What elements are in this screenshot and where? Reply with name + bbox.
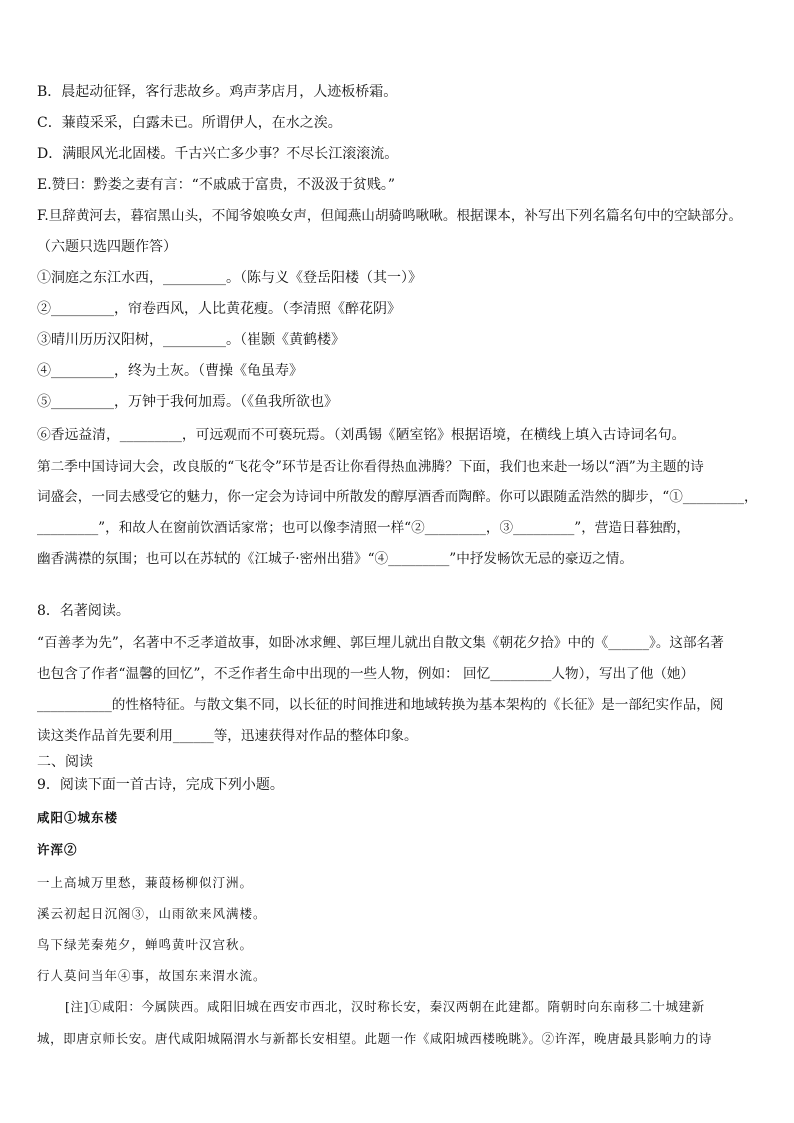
- q7-item: ⑤_________，万钟于我何加焉。（《鱼我所欲也》: [37, 394, 338, 410]
- q7-paragraph-line: 幽香满襟的氛围；也可以在苏轼的《江城子·密州出猎》“④_________”中抒发畅饮无忌的豪迈之情。: [37, 551, 633, 567]
- section-heading: 二、阅读: [37, 754, 93, 770]
- q7-item: ⑥香远益清，_________，可远观而不可亵玩焉。（刘禹锡《陋室铭》根据语境，在横线上填入古诗词名句。: [37, 427, 686, 443]
- q7-item: ①洞庭之东江水西，_________。（陈与义《登岳阳楼（其一）》: [37, 270, 422, 286]
- q7-paragraph-line: 词盛会，一同去感受它的魅力，你一定会为诗词中所散发的醇厚酒香而陶醉。你可以跟随孟浩然的脚步，“①_________，: [37, 489, 758, 505]
- q8-title: 8．名著阅读。: [37, 603, 130, 619]
- poem-line: 鸟下绿芜秦苑夕，蝉鸣黄叶汉宫秋。: [37, 937, 254, 952]
- option-f: F.旦辞黄河去，暮宿黑山头，不闻爷娘唤女声，但闻燕山胡骑鸣啾啾。根据课本，补写出下列名篇名句中的空缺部分。: [37, 208, 742, 224]
- q8-line: “百善孝为先”，名著中不乏孝道故事，如卧冰求鲤、郭巨埋儿就出自散文集《朝花夕拾》中的《______》。这部名著: [37, 635, 724, 651]
- q7-paragraph-line: 第二季中国诗词大会，改良版的“飞花令”环节是否让你看得热血沸腾？下面，我们也来赴一场以“酒”为主题的诗: [37, 459, 704, 475]
- q9-title: 9．阅读下面一首古诗，完成下列小题。: [37, 777, 284, 793]
- poem-note: [注]①咸阳：今属陕西。咸阳旧城在西安市西北，汉时称长安，秦汉两朝在此建都。隋朝时向东南移二十城建新: [65, 999, 705, 1014]
- q8-line: ___________的性格特征。与散文集不同，以长征的时间推进和地域转换为基本架构的《长征》是一部纪实作品，阅: [37, 697, 724, 713]
- q7-item: ②_________，帘卷西风，人比黄花瘦。（李清照《醉花阴》: [37, 301, 401, 317]
- q8-line: 读这类作品首先要利用______等，迅速获得对作品的整体印象。: [37, 728, 418, 744]
- option-d: D．满眼风光北固楼。千古兴亡多少事？不尽长江滚滚流。: [37, 146, 399, 162]
- poem-author: 许浑②: [37, 842, 78, 857]
- q7-item: ④_________，终为土灰。（曹操《龟虽寿》: [37, 363, 303, 379]
- option-e: E.赞曰：黔娄之妻有言：“不戚戚于富贵，不汲汲于贫贱。”: [37, 177, 395, 193]
- q8-line: 也包含了作者“温馨的回忆”，不乏作者生命中出现的一些人物，例如： 回忆_________人物），写出了他（她）: [37, 666, 695, 682]
- q7-paragraph-line: _________”，和故人在窗前饮酒话家常；也可以像李清照一样“②_________，③_________”，营造日暮独酌，: [37, 520, 690, 536]
- option-b: B．晨起动征铎，客行悲故乡。鸡声茅店月，人迹板桥霜。: [37, 84, 398, 100]
- poem-note: 城，即唐京师长安。唐代咸阳城隔渭水与新都长安相望。此题一作《咸阳城西楼晚眺》。②许浑，晚唐最具影响力的诗: [37, 1031, 712, 1046]
- poem-title: 咸阳①城东楼: [37, 810, 119, 825]
- poem-line: 一上高城万里愁，蒹葭杨柳似汀洲。: [37, 875, 254, 890]
- poem-line: 行人莫问当年④事，故国东来渭水流。: [37, 968, 267, 983]
- option-c: C．蒹葭采采，白露未已。所谓伊人，在水之涘。: [37, 115, 342, 131]
- q7-item: ③晴川历历汉阳树，_________。（崔颢《黄鹤楼》: [37, 332, 345, 348]
- q7-note: （六题只选四题作答）: [37, 239, 177, 255]
- poem-line: 溪云初起日沉阁③，山雨欲来风满楼。: [37, 906, 267, 921]
